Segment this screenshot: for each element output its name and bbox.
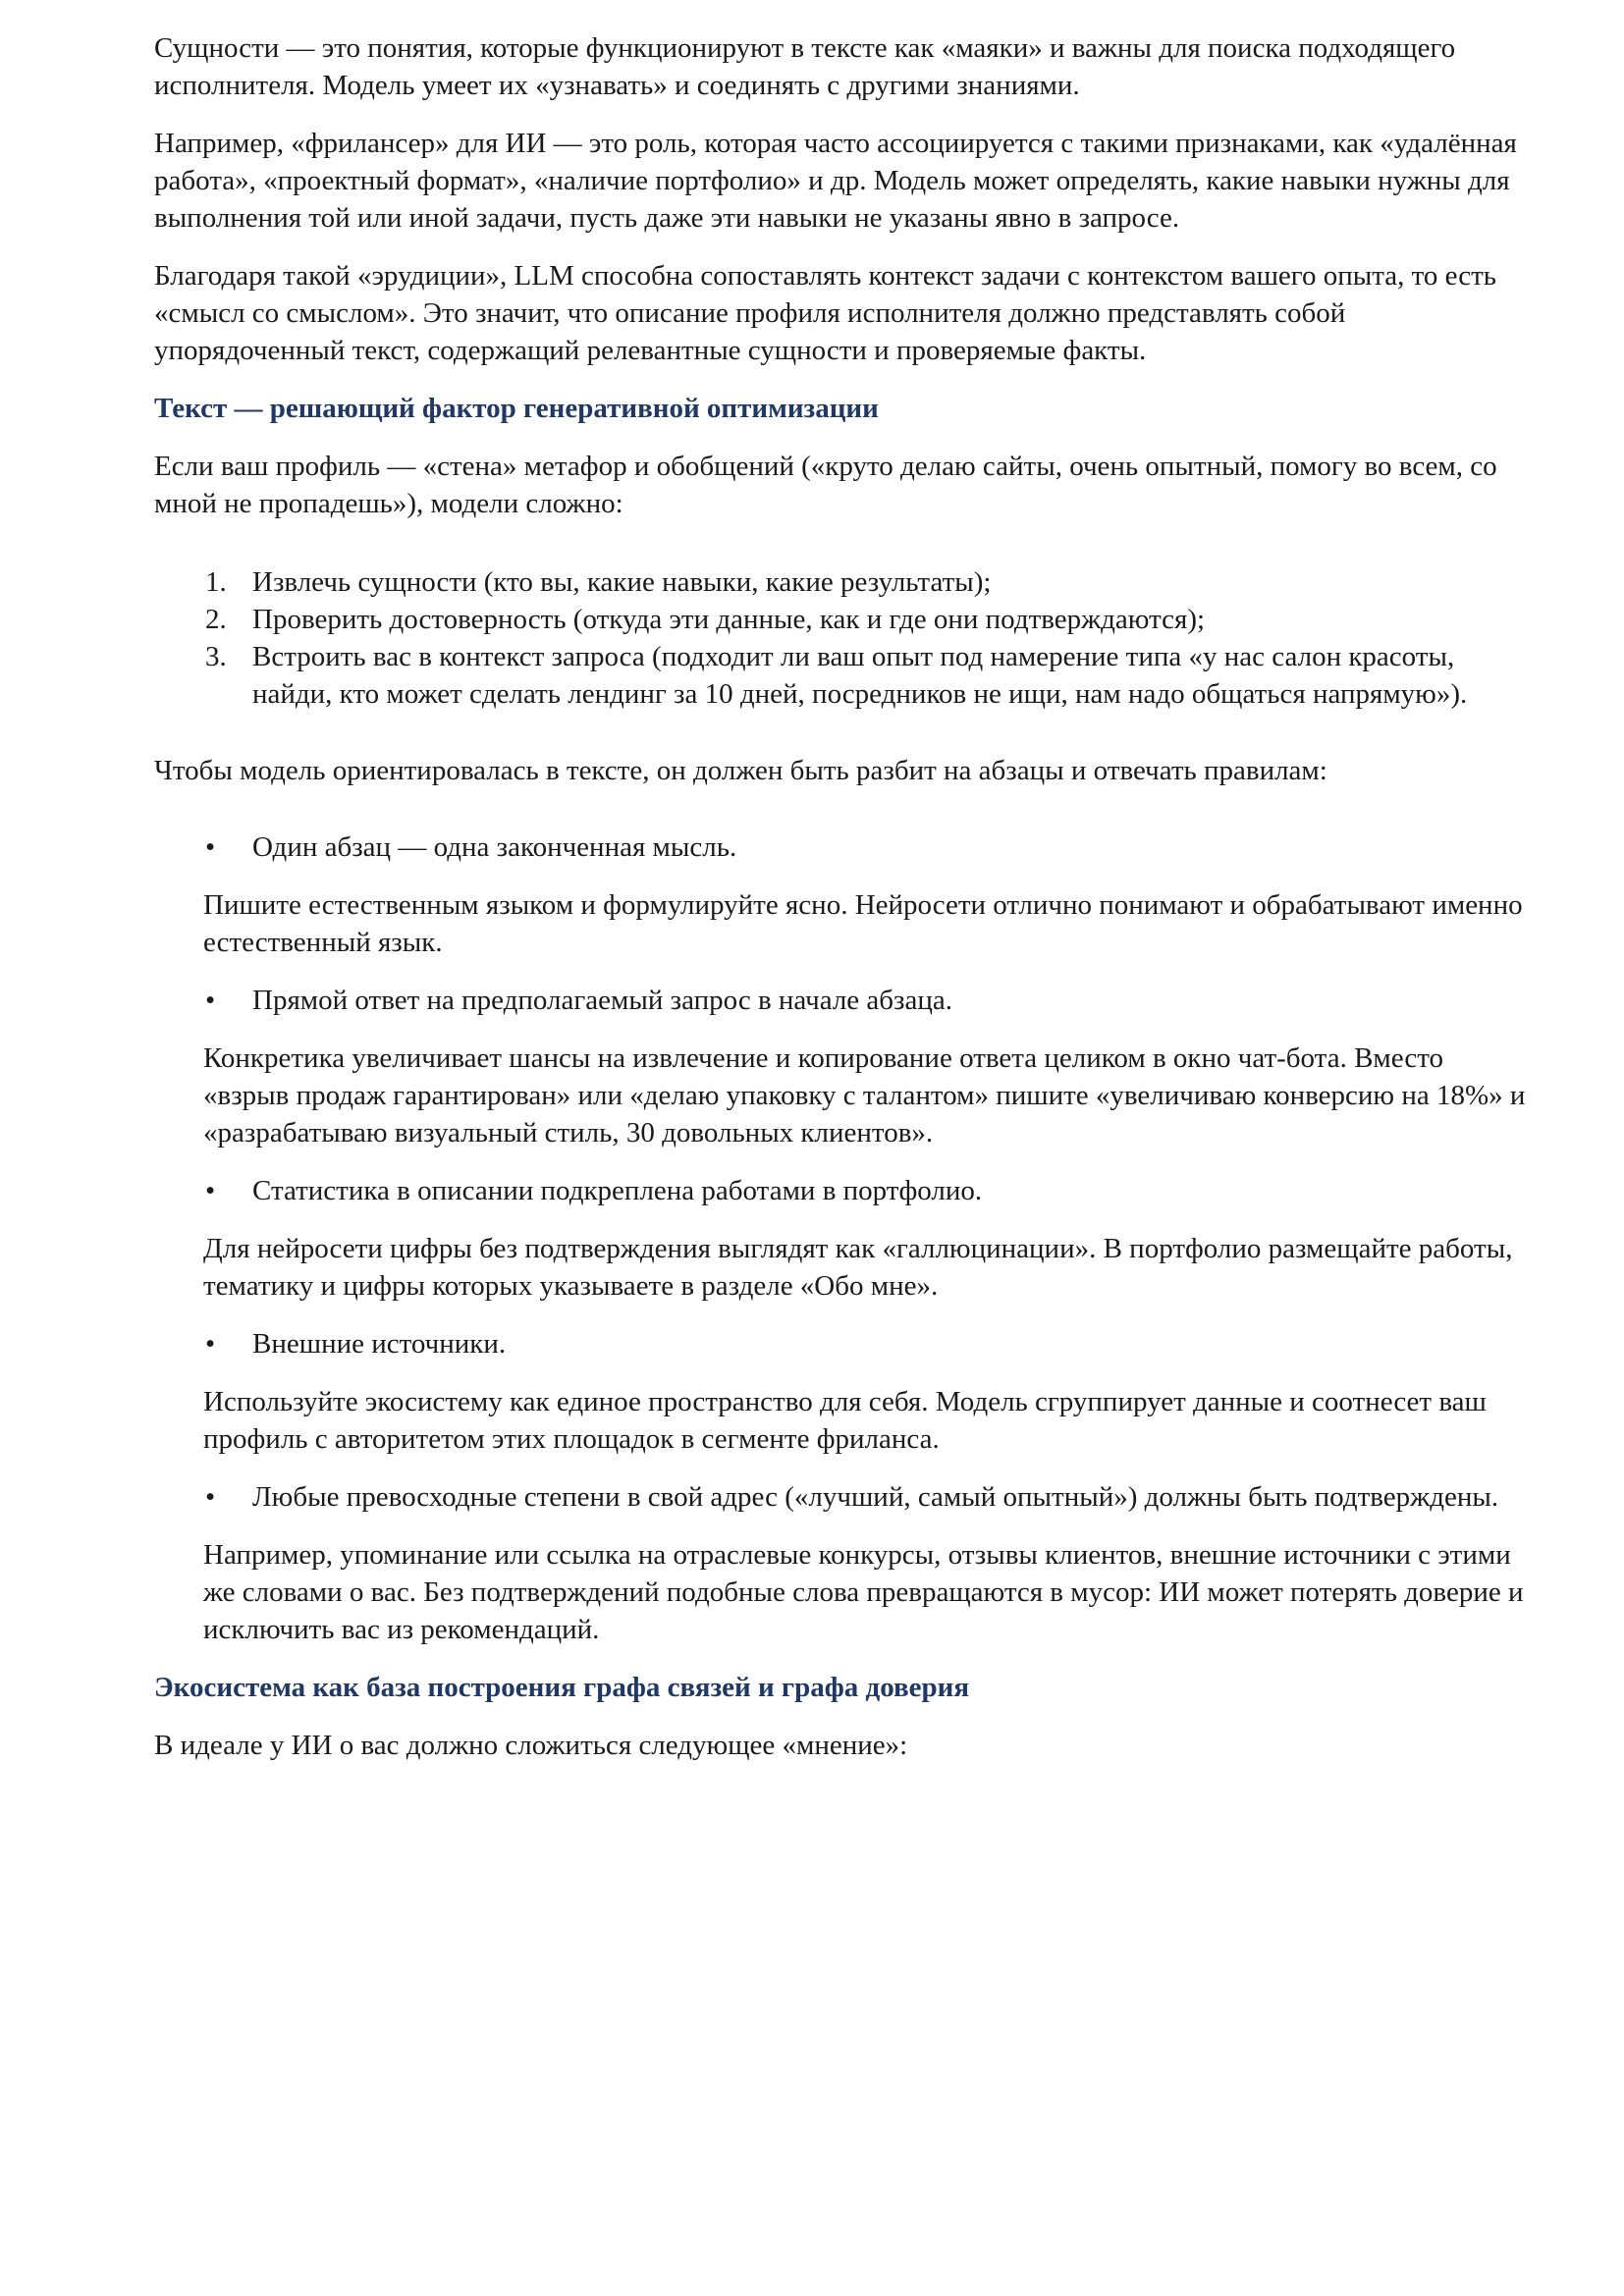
bullet-description: Для нейросети цифры без подтверждения выглядят как «галлюцинации». В портфолио размещайте работы, тематику и цифры которых указываете в разделе «Обо мне». [203,1233,1513,1302]
bullet-text: Внешние источники. [252,1328,507,1360]
bullet-description: Используйте экосистему как единое пространство для себя. Модель сгруппирует данные и соотнесет ваш профиль с авторитетом этих площадок в сегменте фриланса. [203,1386,1487,1455]
list-number: 3. [205,641,227,672]
list-number: 2. [205,604,227,635]
bullet-item [154,1172,1529,1209]
bullet-icon: • [205,1328,216,1360]
bullet-text: Один абзац — одна законченная мысль. [252,831,737,863]
bullet-icon: • [205,1175,216,1206]
numbered-list [154,563,1529,713]
bullet-text: Любые превосходные степени в свой адрес («лучший, самый опытный») должны быть подтверждены. [252,1481,1499,1513]
list-item [154,601,1529,638]
list-item-text: Извлечь сущности (кто вы, какие навыки, какие результаты); [252,566,992,598]
paragraph-rules-intro: Чтобы модель ориентировалась в тексте, он должен быть разбит на абзацы и отвечать правилам: [154,755,1327,786]
bullet-item [154,1478,1529,1516]
document-page [154,29,1529,1785]
list-number: 1. [205,566,227,598]
paragraph-entities: Сущности — это понятия, которые функционируют в тексте как «маяки» и важны для поиска подходящего исполнителя. Модель умеет их «узнавать» и соединять с другими знаниями. [154,32,1456,101]
list-item [154,563,1529,601]
bullet-description: Например, упоминание или ссылка на отраслевые конкурсы, отзывы клиентов, внешние источники с этими же словами о вас. Без подтверждений подобные слова превращаются в мусор: ИИ может потерять доверие и исключить вас из рекомендаций. [203,1539,1524,1645]
bullet-description: Пишите естественным языком и формулируйте ясно. Нейросети отлично понимают и обрабатывают именно естественный язык. [203,889,1523,958]
bullet-icon: • [205,1481,216,1513]
paragraph-freelancer-example: Например, «фрилансер» для ИИ — это роль, которая часто ассоциируется с такими признаками, как «удалённая работа», «проектный формат», «наличие портфолио» и др. Модель может определять, какие навыки нужны для выполнения той или иной задачи, пусть даже эти навыки не указаны явно в запросе. [154,128,1517,234]
bullet-text: Статистика в описании подкреплена работами в портфолио. [252,1175,983,1206]
bullet-item [154,1325,1529,1362]
section-heading-text-factor: Текст — решающий фактор генеративной оптимизации [154,393,879,424]
bullet-icon: • [205,985,216,1016]
paragraph-erudition: Благодаря такой «эрудиции», LLM способна сопоставлять контекст задачи с контекстом вашего опыта, то есть «смысл со смыслом». Это значит, что описание профиля исполнителя должно представлять собой упорядоченный текст, содержащий релевантные сущности и проверяемые факты. [154,260,1497,366]
bullet-item [154,982,1529,1019]
bullet-item [154,828,1529,866]
paragraph-profile-wall: Если ваш профиль — «стена» метафор и обобщений («круто делаю сайты, очень опытный, помогу во всем, со мной не пропадешь»), модели сложно: [154,451,1497,519]
bullet-text: Прямой ответ на предполагаемый запрос в начале абзаца. [252,985,953,1016]
bullet-description: Конкретика увеличивает шансы на извлечение и копирование ответа целиком в окно чат-бота. Вместо «взрыв продаж гарантирован» или «делаю упаковку с талантом» пишите «увеличиваю конверсию на 18%» и «разрабатываю визуальный стиль, 30 довольных клиентов». [203,1042,1526,1148]
section-heading-ecosystem: Экосистема как база построения графа связей и графа доверия [154,1672,970,1703]
list-item-text: Проверить достоверность (откуда эти данные, как и где они подтверждаются); [252,604,1206,635]
bullet-icon: • [205,831,216,863]
list-item [154,638,1529,713]
list-item-text: Встроить вас в контекст запроса (подходит ли ваш опыт под намерение типа «у нас салон красоты, найди, кто может сделать лендинг за 10 дней, посредников не ищи, нам надо общаться напрямую»). [252,641,1468,710]
paragraph-ideal-opinion: В идеале у ИИ о вас должно сложиться следующее «мнение»: [154,1730,908,1761]
